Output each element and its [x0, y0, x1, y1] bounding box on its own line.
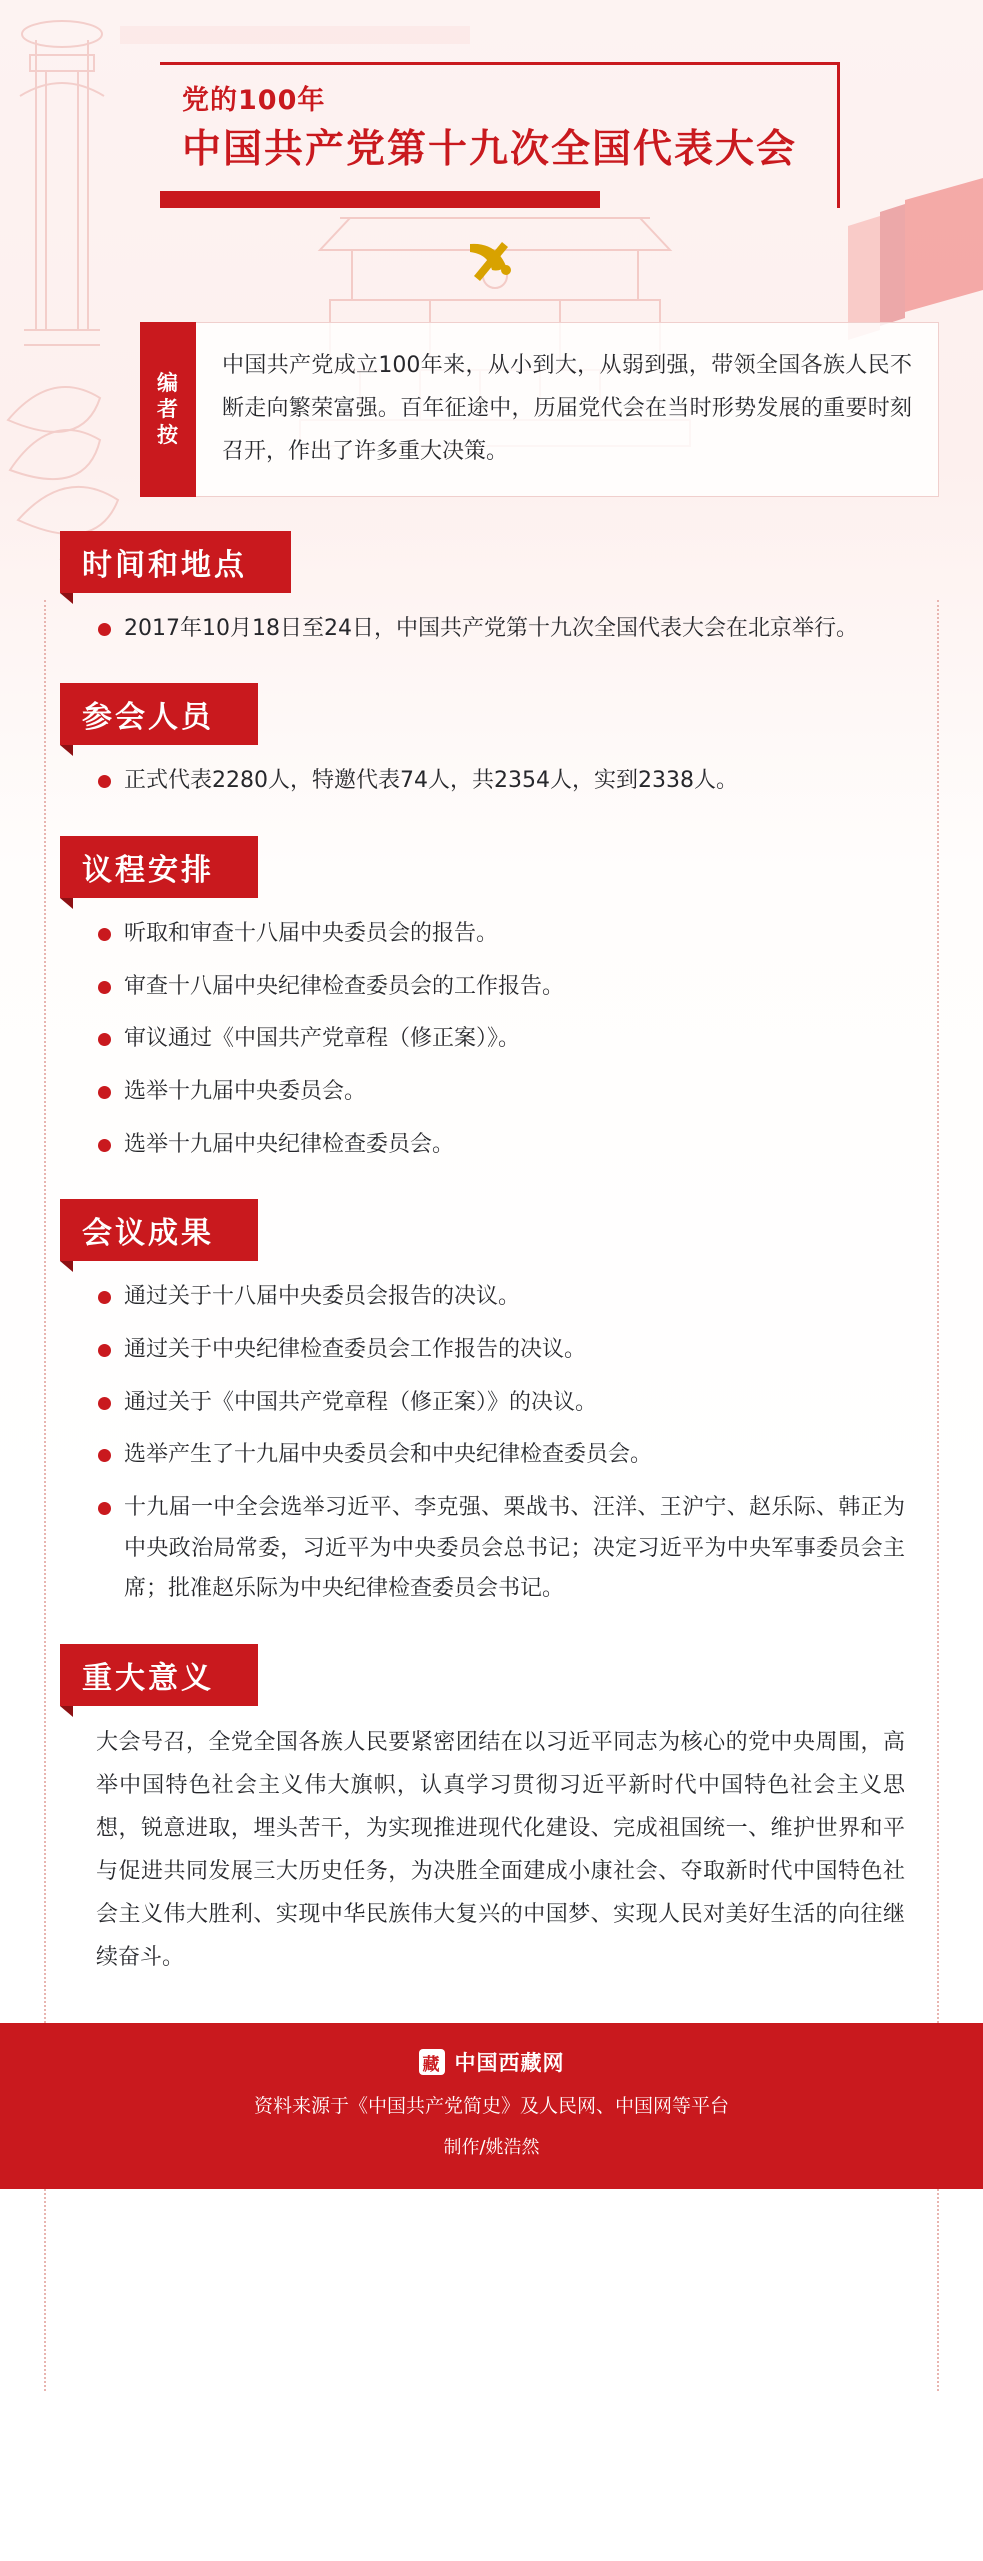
list-item: 通过关于《中国共产党章程（修正案）》的决议。 [94, 1383, 905, 1424]
list-item: 审议通过《中国共产党章程（修正案）》。 [94, 1019, 905, 1060]
bullet-list [94, 761, 905, 802]
header [0, 0, 983, 288]
footer-credit: 制作/姚浩然 [443, 2136, 540, 2158]
list-item: 审查十八届中央纪律检查委员会的工作报告。 [94, 967, 905, 1008]
brand-name: 中国西藏网 [454, 2051, 565, 2076]
title-underbar [160, 191, 600, 208]
footer-brand [10, 2047, 973, 2077]
section-heading: 议程安排 [60, 836, 258, 898]
editor-note-tag: 编者按 [140, 322, 196, 497]
editor-note [140, 322, 939, 497]
footer [0, 2023, 983, 2188]
section-body [78, 609, 905, 650]
section-paragraph: 大会号召，全党全国各族人民要紧密团结在以习近平同志为核心的党中央周围，高举中国特色社会主义伟大旗帜，认真学习贯彻习近平新时代中国特色社会主义思想，锐意进取，埋头苦干，为实现推进现代化建设、完成祖国统一、维护世界和平与促进共同发展三大历史任务，为决胜全面建成小康社会、夺取新时代中国特色社会主义伟大胜利、实现中华民族伟大复兴的中国梦、实现人民对美好生活的向往继续奋斗。 [96, 1730, 905, 1970]
list-item: 正式代表2280人，特邀代表74人，共2354人，实到2338人。 [94, 761, 905, 802]
section-body [78, 914, 905, 1165]
section-heading: 时间和地点 [60, 531, 291, 593]
list-item: 十九届一中全会选举习近平、李克强、栗战书、汪洋、王沪宁、赵乐际、韩正为中央政治局常委，习近平为中央委员会总书记；决定习近平为中央军事委员会主席；批准赵乐际为中央纪律检查委员会书记。 [94, 1488, 905, 1610]
section-agenda [78, 836, 905, 1165]
sections-container [0, 531, 983, 1980]
section-attendees [78, 683, 905, 802]
section-body [78, 761, 905, 802]
bullet-list [94, 1277, 905, 1610]
bullet-list [94, 609, 905, 650]
title-box [160, 62, 840, 208]
page-title: 中国共产党第十九次全国代表大会 [182, 127, 798, 173]
editor-note-text: 中国共产党成立100年来，从小到大，从弱到强，带领全国各族人民不断走向繁荣富强。百年征途中，历届党代会在当时形势发展的重要时刻召开，作出了许多重大决策。 [196, 322, 939, 497]
section-body [78, 1277, 905, 1610]
list-item: 通过关于中央纪律检查委员会工作报告的决议。 [94, 1330, 905, 1371]
section-outcomes [78, 1199, 905, 1610]
list-item: 选举十九届中央委员会。 [94, 1072, 905, 1113]
list-item: 2017年10月18日至24日，中国共产党第十九次全国代表大会在北京举行。 [94, 609, 905, 650]
list-item: 选举十九届中央纪律检查委员会。 [94, 1125, 905, 1166]
section-heading: 会议成果 [60, 1199, 258, 1261]
section-heading: 参会人员 [60, 683, 258, 745]
bullet-list [94, 914, 905, 1165]
section-heading: 重大意义 [60, 1644, 258, 1706]
list-item: 听取和审查十八届中央委员会的报告。 [94, 914, 905, 955]
footer-source: 资料来源于《中国共产党简史》及人民网、中国网等平台 [253, 2095, 729, 2118]
list-item: 选举产生了十九届中央委员会和中央纪律检查委员会。 [94, 1435, 905, 1476]
list-item: 通过关于十八届中央委员会报告的决议。 [94, 1277, 905, 1318]
section-time-place [78, 531, 905, 650]
section-significance [78, 1644, 905, 1979]
section-body [78, 1722, 905, 1979]
brand-logo-icon: 藏 [419, 2049, 445, 2075]
header-subtitle: 党的100年 [182, 85, 326, 116]
hammer-and-sickle-icon [462, 230, 522, 288]
